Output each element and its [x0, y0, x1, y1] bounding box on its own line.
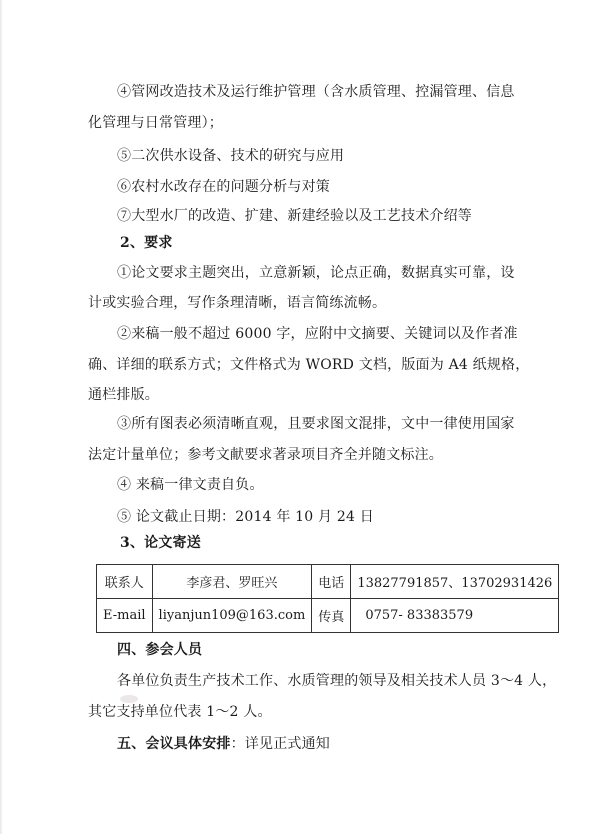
requirement-line: 通栏排版。	[88, 387, 159, 403]
email-value: liyanjun109@163.com	[152, 599, 312, 633]
topic-line: 化管理与日常管理）；	[88, 115, 223, 131]
requirement-line: 计或实验合理，写作条理清晰，语言简练流畅。	[88, 295, 387, 311]
scan-mark	[120, 695, 138, 703]
requirement-line: ②来稿一般不超过 6000 字，应附中文摘要、关键词以及作者准	[117, 326, 518, 342]
table-row	[97, 599, 559, 633]
topic-line: ④管网改造技术及运行维护管理（含水质管理、控漏管理、信息	[117, 84, 515, 100]
table-row	[97, 565, 559, 599]
participants-line: 各单位负责生产技术工作、水质管理的领导及相关技术人员 3～4 人，	[117, 673, 557, 689]
arrangement-text: ：详见正式通知	[230, 736, 331, 752]
requirement-line: 确、详细的联系方式；文件格式为 WORD 文档，版面为 A4 纸规格，	[88, 357, 530, 373]
requirements-heading: 2、要求	[120, 235, 173, 251]
requirement-line: 法定计量单位；参考文献要求著录项目齐全并随文标注。	[88, 447, 443, 463]
requirement-line: ④ 来稿一律文责自负。	[117, 477, 264, 493]
requirement-line: ③所有图表必须清晰直观，且要求图文混排，文中一律使用国家	[117, 416, 515, 432]
topic-line: ⑦大型水厂的改造、扩建、新建经验以及工艺技术介绍等	[117, 208, 472, 224]
fax-label: 传真	[312, 599, 351, 633]
phone-value: 13827791857、13702931426	[351, 565, 559, 599]
arrangement-line	[117, 734, 330, 754]
send-heading: 3、论文寄送	[120, 535, 201, 551]
topic-line: ⑤二次供水设备、技术的研究与应用	[117, 148, 345, 164]
participants-heading: 四、参会人员	[117, 642, 203, 658]
email-label: E-mail	[97, 599, 153, 633]
topic-line: ⑥农村水改存在的问题分析与对策	[117, 179, 330, 195]
fax-value: 0757- 83383579	[351, 599, 559, 633]
scan-edge	[0, 0, 3, 834]
contact-label: 联系人	[97, 565, 153, 599]
participants-line: 其它支持单位代表 1～2 人。	[88, 704, 272, 720]
contact-value: 李彦君、罗旺兴	[152, 565, 312, 599]
requirement-line: ⑤ 论文截止日期：2014 年 10 月 24 日	[117, 509, 374, 525]
phone-label: 电话	[312, 565, 351, 599]
contact-table	[96, 564, 559, 633]
arrangement-heading: 五、会议具体安排	[117, 736, 231, 752]
requirement-line: ①论文要求主题突出，立意新颖，论点正确，数据真实可靠，设	[117, 265, 515, 281]
